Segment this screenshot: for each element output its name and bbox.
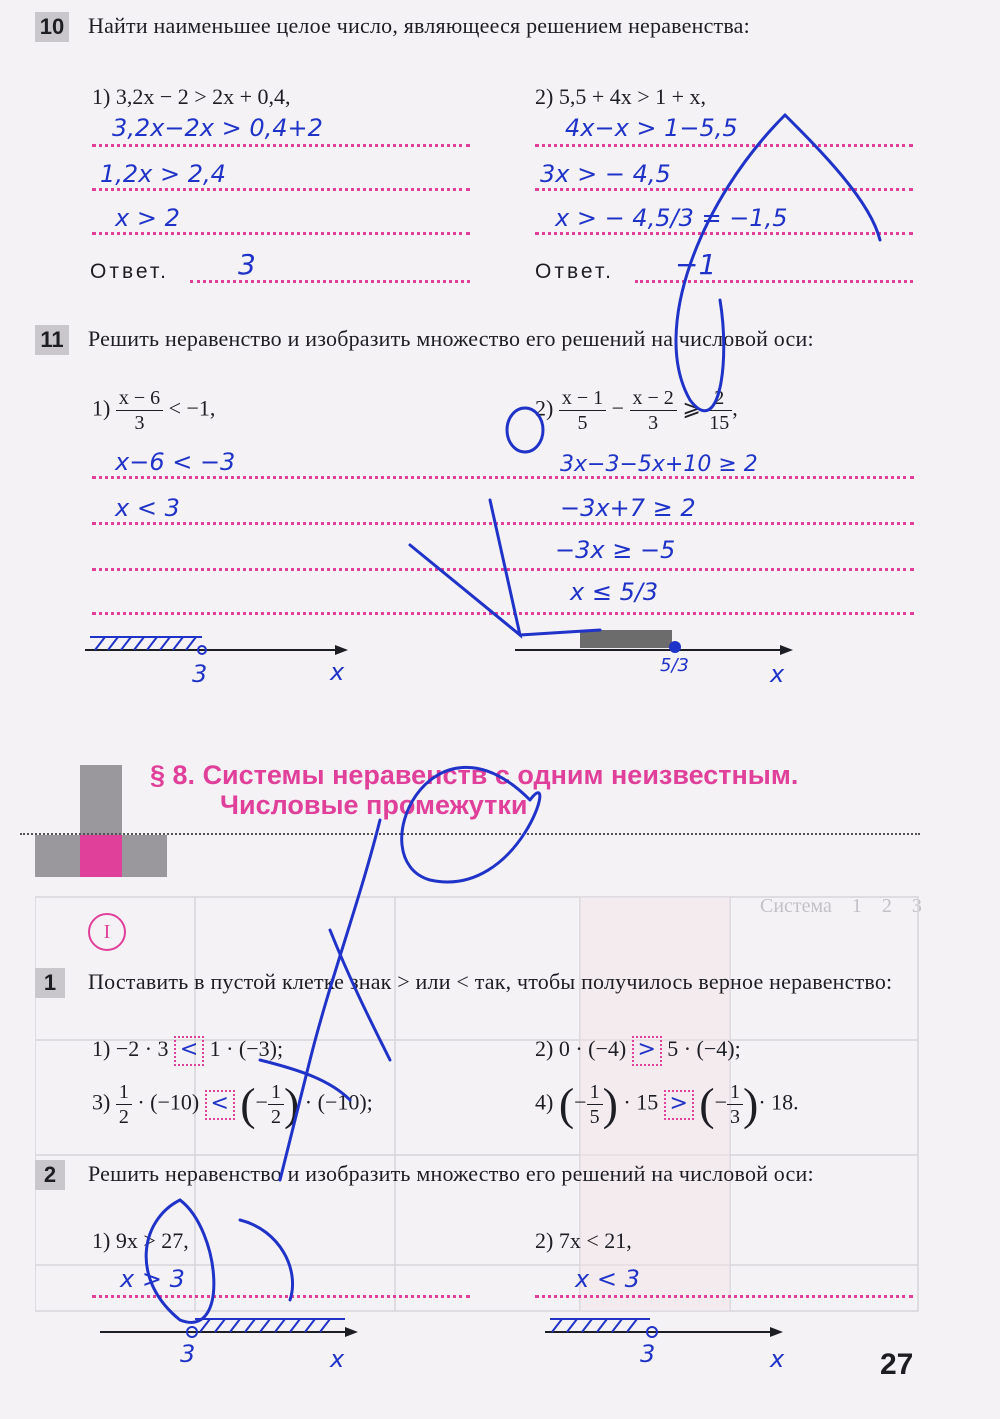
handwritten-step: 3x > − 4,5 bbox=[540, 160, 671, 188]
task-11-statement: Решить неравенство и изобразить множество его решений на числовой оси: bbox=[88, 326, 814, 351]
task-2-item-2: 2) 7x < 21, bbox=[535, 1228, 632, 1253]
section-symbol: § 8. bbox=[150, 760, 196, 790]
left-paren: ( bbox=[699, 1078, 715, 1130]
expression-left: 2) 0 · (−4) bbox=[535, 1036, 627, 1062]
axis-point-label: 5/3 bbox=[660, 655, 689, 676]
sign: − bbox=[255, 1089, 268, 1115]
axis-point-label: 3 bbox=[180, 1340, 196, 1368]
task-10-item-2: 2) 5,5 + 4x > 1 + x, bbox=[535, 84, 707, 109]
sign-box[interactable]: < bbox=[174, 1036, 204, 1066]
relation: ⩾ bbox=[682, 395, 701, 421]
item-index: 2) bbox=[535, 395, 554, 421]
level-label: I bbox=[103, 921, 111, 943]
answer-label: Ответ. bbox=[90, 260, 169, 283]
sign-box[interactable]: > bbox=[664, 1090, 694, 1120]
expression-right: 5 · (−4); bbox=[667, 1036, 741, 1062]
item-index: 1) bbox=[92, 395, 111, 421]
item-index: 4) bbox=[535, 1089, 554, 1115]
denominator: 3 bbox=[648, 412, 659, 434]
handwritten-step: x > 2 bbox=[115, 204, 180, 232]
sign: − bbox=[574, 1089, 587, 1115]
task-number-10: 10 bbox=[35, 12, 69, 42]
punctuation: , bbox=[732, 395, 738, 421]
numerator: 1 bbox=[587, 1080, 603, 1105]
expression: · (−10) bbox=[137, 1089, 200, 1115]
sign: − bbox=[714, 1089, 727, 1115]
expression: · 18. bbox=[758, 1089, 799, 1115]
handwritten-step: 1,2x > 2,4 bbox=[100, 160, 226, 188]
sign-box[interactable]: < bbox=[205, 1090, 235, 1120]
task-2-statement: Решить неравенство и изобразить множество его решений на числовой оси: bbox=[88, 1161, 814, 1186]
denominator: 5 bbox=[577, 412, 588, 434]
left-paren: ( bbox=[558, 1078, 575, 1130]
relation: < −1, bbox=[168, 395, 216, 421]
axis-variable-label: x bbox=[330, 658, 345, 686]
handwritten-step: 3,2x−2x > 0,4+2 bbox=[112, 114, 323, 142]
handwritten-step: x > − 4,5/3 = −1,5 bbox=[555, 204, 788, 232]
numerator: x − 6 bbox=[116, 386, 163, 411]
handwritten-answer: −1 bbox=[675, 248, 717, 281]
expression: · (−10); bbox=[304, 1089, 373, 1115]
axis-point-label: 3 bbox=[192, 660, 208, 688]
expression-left: 1) −2 · 3 bbox=[92, 1036, 169, 1062]
denominator: 15 bbox=[709, 412, 730, 434]
sign-box[interactable]: > bbox=[632, 1036, 662, 1066]
denominator: 3 bbox=[729, 1106, 740, 1128]
bleed-through-text: Система 1 2 3 bbox=[760, 895, 922, 917]
task-1-statement: Поставить в пустой клетке знак > или < так, чтобы получилось верное неравенство: bbox=[88, 969, 893, 994]
handwritten-step: x < 3 bbox=[115, 494, 180, 522]
answer-label: Ответ. bbox=[535, 260, 614, 283]
axis-variable-label: x bbox=[770, 660, 785, 688]
numerator: 2 bbox=[706, 386, 732, 411]
denominator: 3 bbox=[134, 412, 145, 434]
task-10-statement: Найти наименьшее целое число, являющееся решением неравенства: bbox=[88, 13, 750, 38]
handwritten-step: x < 3 bbox=[575, 1265, 640, 1293]
task-10-item-1: 1) 3,2x − 2 > 2x + 0,4, bbox=[92, 84, 291, 109]
numerator: 1 bbox=[268, 1080, 284, 1105]
numerator: x − 1 bbox=[559, 386, 606, 411]
page-number: 27 bbox=[880, 1348, 914, 1381]
operator: − bbox=[611, 395, 625, 421]
section-title-line-2: Числовые промежутки bbox=[220, 790, 528, 820]
numerator: 1 bbox=[727, 1080, 743, 1105]
denominator: 2 bbox=[270, 1106, 281, 1128]
handwritten-step: x > 3 bbox=[120, 1265, 185, 1293]
axis-variable-label: x bbox=[330, 1345, 345, 1373]
left-paren: ( bbox=[240, 1078, 256, 1130]
right-paren: ) bbox=[742, 1078, 759, 1130]
item-index: 3) bbox=[92, 1089, 111, 1115]
numerator: x − 2 bbox=[630, 386, 677, 411]
right-paren: ) bbox=[602, 1078, 618, 1130]
task-number-2: 2 bbox=[35, 1160, 65, 1190]
axis-point-label: 3 bbox=[640, 1340, 656, 1368]
axis-variable-label: x bbox=[770, 1345, 785, 1373]
task-number-11: 11 bbox=[35, 325, 69, 355]
handwritten-step: −3x+7 ≥ 2 bbox=[560, 494, 696, 522]
handwritten-step: x−6 < −3 bbox=[115, 448, 236, 476]
denominator: 2 bbox=[118, 1106, 129, 1128]
expression-right: 1 · (−3); bbox=[209, 1036, 284, 1062]
task-number-1: 1 bbox=[35, 968, 65, 998]
denominator: 5 bbox=[589, 1106, 600, 1128]
handwritten-step: −3x ≥ −5 bbox=[555, 536, 676, 564]
handwritten-answer: 3 bbox=[238, 248, 256, 281]
right-paren: ) bbox=[283, 1078, 300, 1130]
section-title-line-1: Системы неравенств с одним неизвестным. bbox=[202, 760, 799, 790]
handwritten-step: 3x−3−5x+10 ≥ 2 bbox=[560, 452, 758, 477]
expression: · 15 bbox=[623, 1089, 659, 1115]
handwritten-step: 4x−x > 1−5,5 bbox=[565, 114, 738, 142]
numerator: 1 bbox=[116, 1080, 132, 1105]
task-2-item-1: 1) 9x > 27, bbox=[92, 1228, 189, 1253]
handwritten-step: x ≤ 5/3 bbox=[570, 578, 659, 606]
